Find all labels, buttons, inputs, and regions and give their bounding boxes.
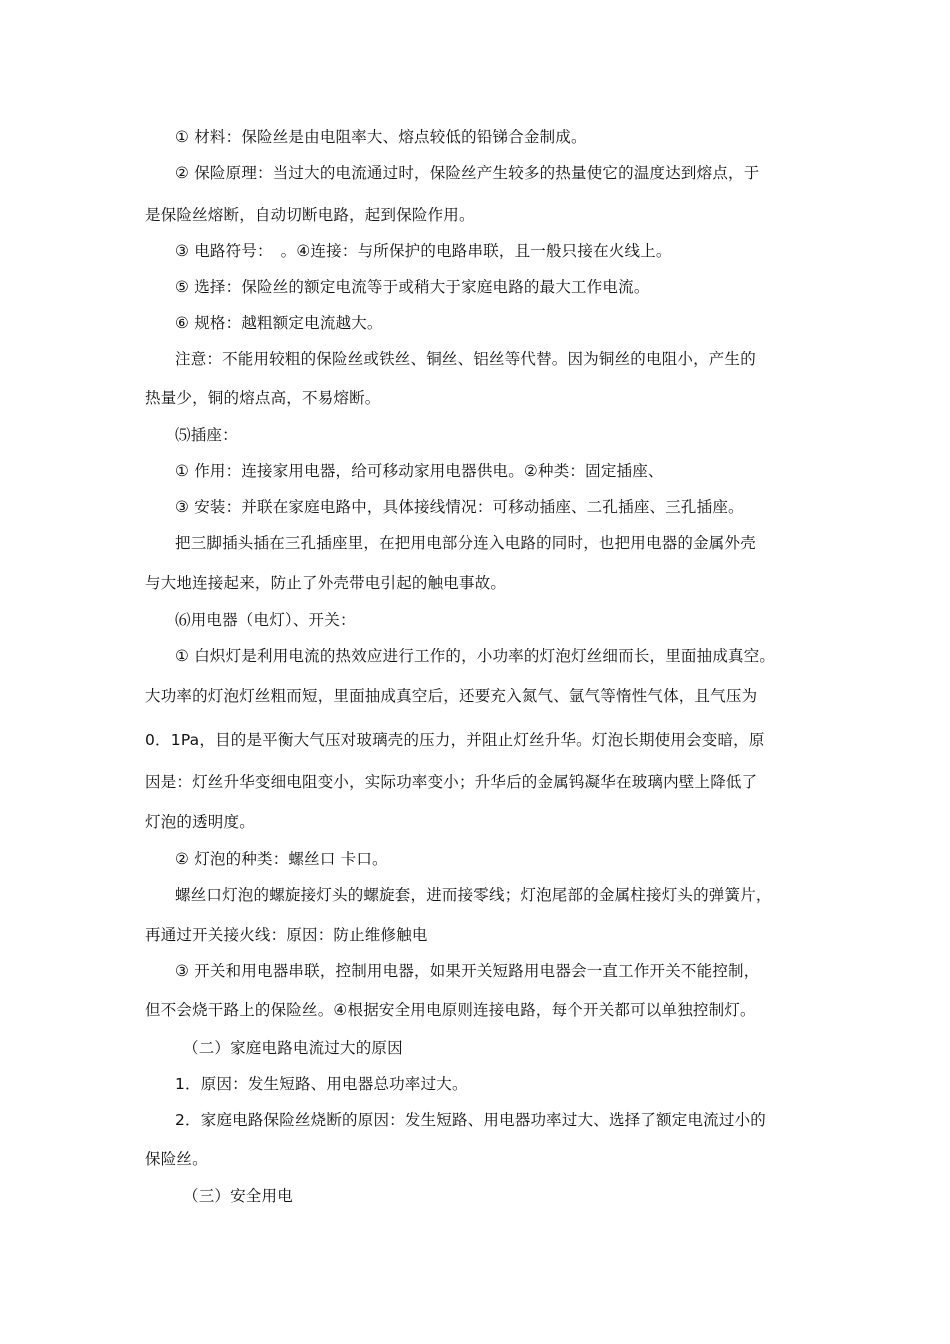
text-line: ③ 安装：并联在家庭电路中，具体接线情况：可移动插座、二孔插座、三孔插座。 <box>175 498 744 516</box>
text-line: 因是：灯丝升华变细电阻变小，实际功率变小；升华后的金属钨凝华在玻璃内壁上降低了 <box>145 773 758 791</box>
text-line: 大功率的灯泡灯丝粗而短，里面抽成真空后，还要充入氮气、氩气等惰性气体，且气压为 <box>145 687 758 705</box>
section-heading: ⑸插座： <box>175 426 238 444</box>
text-line: 注意：不能用较粗的保险丝或铁丝、铜丝、铝丝等代替。因为铜丝的电阻小，产生的 <box>175 350 756 368</box>
text-line: 2．家庭电路保险丝烧断的原因：发生短路、用电器功率过大、选择了额定电流过小的 <box>175 1111 766 1129</box>
section-heading: （三）安全用电 <box>183 1187 293 1205</box>
text-line: ① 白炽灯是利用电流的热效应进行工作的，小功率的灯泡灯丝细而长，里面抽成真空。 <box>175 647 776 665</box>
text-line: 1．原因：发生短路、用电器总功率过大。 <box>175 1075 468 1093</box>
text-line: ③ 开关和用电器串联，控制用电器，如果开关短路用电器会一直工作开关不能控制， <box>175 962 760 980</box>
text-line: ① 作用：连接家用电器，给可移动家用电器供电。②种类：固定插座、 <box>175 462 664 480</box>
text-line: ⑥ 规格：越粗额定电流越大。 <box>175 314 383 332</box>
text-line: 灯泡的透明度。 <box>145 813 255 831</box>
text-line: ⑤ 选择：保险丝的额定电流等于或稍大于家庭电路的最大工作电流。 <box>175 278 650 296</box>
text-line: 螺丝口灯泡的螺旋接灯头的螺旋套，进而接零线；灯泡尾部的金属柱接灯头的弹簧片， <box>175 886 772 904</box>
section-heading: （二）家庭电路电流过大的原因 <box>183 1039 403 1057</box>
text-line: 是保险丝熔断，自动切断电路，起到保险作用。 <box>145 206 475 224</box>
text-line: 与大地连接起来，防止了外壳带电引起的触电事故。 <box>145 574 507 592</box>
text-line: 热量少，铜的熔点高，不易熔断。 <box>145 389 381 407</box>
text-line: 再通过开关接火线：原因：防止维修触电 <box>145 926 428 944</box>
section-heading: ⑹用电器（电灯）、开关： <box>175 611 356 629</box>
text-line: ② 保险原理：当过大的电流通过时，保险丝产生较多的热量使它的温度达到熔点，于 <box>175 164 760 182</box>
text-line: 0．1Pa，目的是平衡大气压对玻璃壳的压力，并阻止灯丝升华。灯泡长期使用会变暗，原 <box>145 731 765 749</box>
text-line: 把三脚插头插在三孔插座里，在把用电部分连入电路的同时，也把用电器的金属外壳 <box>175 534 756 552</box>
text-line: ② 灯泡的种类：螺丝口 卡口。 <box>175 850 388 868</box>
text-line: ③ 电路符号： 。④连接：与所保护的电路串联，且一般只接在火线上。 <box>175 242 672 260</box>
text-line: 保险丝。 <box>145 1150 208 1168</box>
text-line: ① 材料：保险丝是由电阻率大、熔点较低的铅锑合金制成。 <box>175 128 587 146</box>
text-line: 但不会烧干路上的保险丝。④根据安全用电原则连接电路，每个开关都可以单独控制灯。 <box>145 1001 756 1019</box>
